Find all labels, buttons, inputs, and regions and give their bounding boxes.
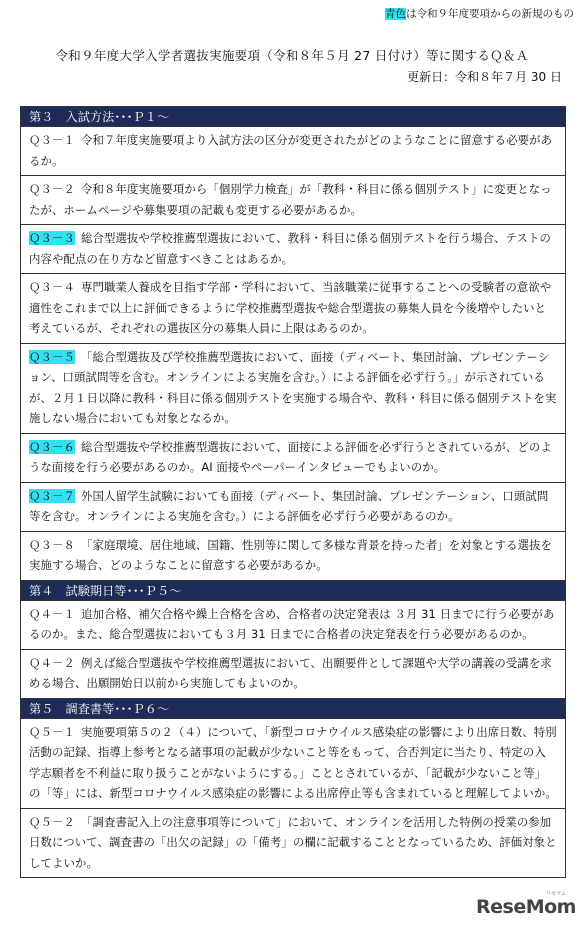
question-id: Ｑ３－２ [29,182,75,196]
question-row [21,127,565,176]
question-row [21,176,565,225]
question-row [21,483,565,532]
question-id: Ｑ５－１ [29,724,75,739]
question-text: 令和８年度実施要項から「個別学力検査」が「教科・科目に係る個別テスト」に変更となったが、ホームページや募集要項の記載も変更する必要があるか。 [29,182,552,217]
question-id: Ｑ３－３ [29,231,75,245]
question-text: 実施要項第５の２（４）について、「新型コロナウイルス感染症の影響により出席日数、特別活動の記録、指導上参考となる諸事項の記載が少ないこと等をもって、合否判定に当たり、特定の入学志願者を不利益に取り扱うことがないようにする。」こととされているが、「記載が少ないこと等」の「等」には、新型コロナウイルス感染症の影響による出席停止等も含まれていると理解してよいか。 [29,724,557,800]
question-text: 「総合型選抜及び学校推薦型選抜において、面接（ディベート、集団討論、プレゼンテーション、口頭試問等を含む。オンラインによる実施を含む。）による評価を必ず行う。」が示されているが、２月１日以降に教科・科目に係る個別テストを実施する場合や、教科・科目に係る個別テストを実施しない場合においても対象となるか。 [29,349,557,425]
question-row [21,532,565,581]
question-row [21,719,565,809]
question-id: Ｑ３－８ [29,537,75,552]
question-id: Ｑ３－１ [29,133,75,147]
updated-date: 更新日：令和８年７月 30 日 [407,70,562,84]
question-row [21,344,565,434]
page-title: 令和９年度大学入学者選抜実施要項（令和８年５月 27 日付け）等に関するＱ＆Ａ [55,48,529,63]
question-id: Ｑ４－１ [29,606,75,621]
section-header: 第５ 調査書等･･･Ｐ６～ [21,699,565,719]
question-text: 追加合格、補欠合格や繰上合格を含め、合格者の決定発表は ３月 31 日までに行う必要があるのか。また、総合型選抜においても３月 31 日までに合格者の決定発表を行う必要があるのか。 [29,606,555,641]
legend-text: は令和９年度要項からの新規のもの [406,8,574,20]
question-id: Ｑ３－６ [29,439,75,454]
section-header: 第４ 試験期日等･･･Ｐ５～ [21,581,565,601]
qa-table [20,106,566,878]
question-text: 令和７年度実施要項より入試方法の区分が変更されたがどのようなことに留意する必要があるか。 [29,133,553,168]
logo-subtext: リセマム [546,891,566,897]
question-text: 「調査書記入上の注意事項等について」において、オンラインを活用した特例の授業の参加日数について、調査書の「出欠の記録」の「備考」の欄に記載することとなっているため、評価対象としてよいか。 [29,814,557,870]
question-text: 例えば総合型選抜や学校推薦型選抜において、出願要件として課題や大学の講義の受講を求める場合、出願開始日以前から実施してもよいのか。 [29,655,552,690]
question-text: 総合型選抜や学校推薦型選抜において、面接による評価を必ず行うとされているが、どのような面接を行う必要があるのか。AI 面接やペーパーインタビューでもよいのか。 [29,439,552,474]
question-row [21,601,565,650]
question-row [21,434,565,483]
question-id: Ｑ５－２ [29,814,75,829]
logo-text: ReseMom [476,896,576,918]
legend-highlight: 青色 [385,8,406,20]
question-row [21,650,565,699]
resemom-logo [476,891,576,920]
question-text: 総合型選抜や学校推薦型選抜において、教科・科目に係る個別テストを行う場合、テストの内容や配点の在り方など留意すべきことはあるか。 [29,231,551,266]
question-text: 外国人留学生試験においても面接（ディベート、集団討論、プレゼンテーション、口頭試問等を含む。オンラインによる実施を含む。）による評価を必ず行う必要があるのか。 [29,488,549,523]
question-text: 専門職業人養成を目指す学部・学科において、当該職業に従事することへの受験者の意欲や適性をこれまで以上に評価できるように学校推薦型選抜や総合型選抜の募集人員を今後増やしたいと考えているが、それぞれの選抜区分の募集人員に上限はあるのか。 [29,280,552,335]
question-id: Ｑ３－７ [29,488,75,503]
question-row [21,225,565,274]
question-row [21,274,565,344]
color-legend [385,7,574,21]
question-text: 「家庭環境、居住地域、国籍、性別等に関して多様な背景を持った者」を対象とする選抜を実施する場合、どのようなことに留意する必要があるか。 [29,537,553,572]
question-id: Ｑ３－５ [29,349,75,364]
question-id: Ｑ４－２ [29,655,75,670]
question-row [21,809,565,879]
section-header: 第３ 入試方法･･･Ｐ１～ [21,107,565,127]
question-id: Ｑ３－４ [29,280,75,294]
